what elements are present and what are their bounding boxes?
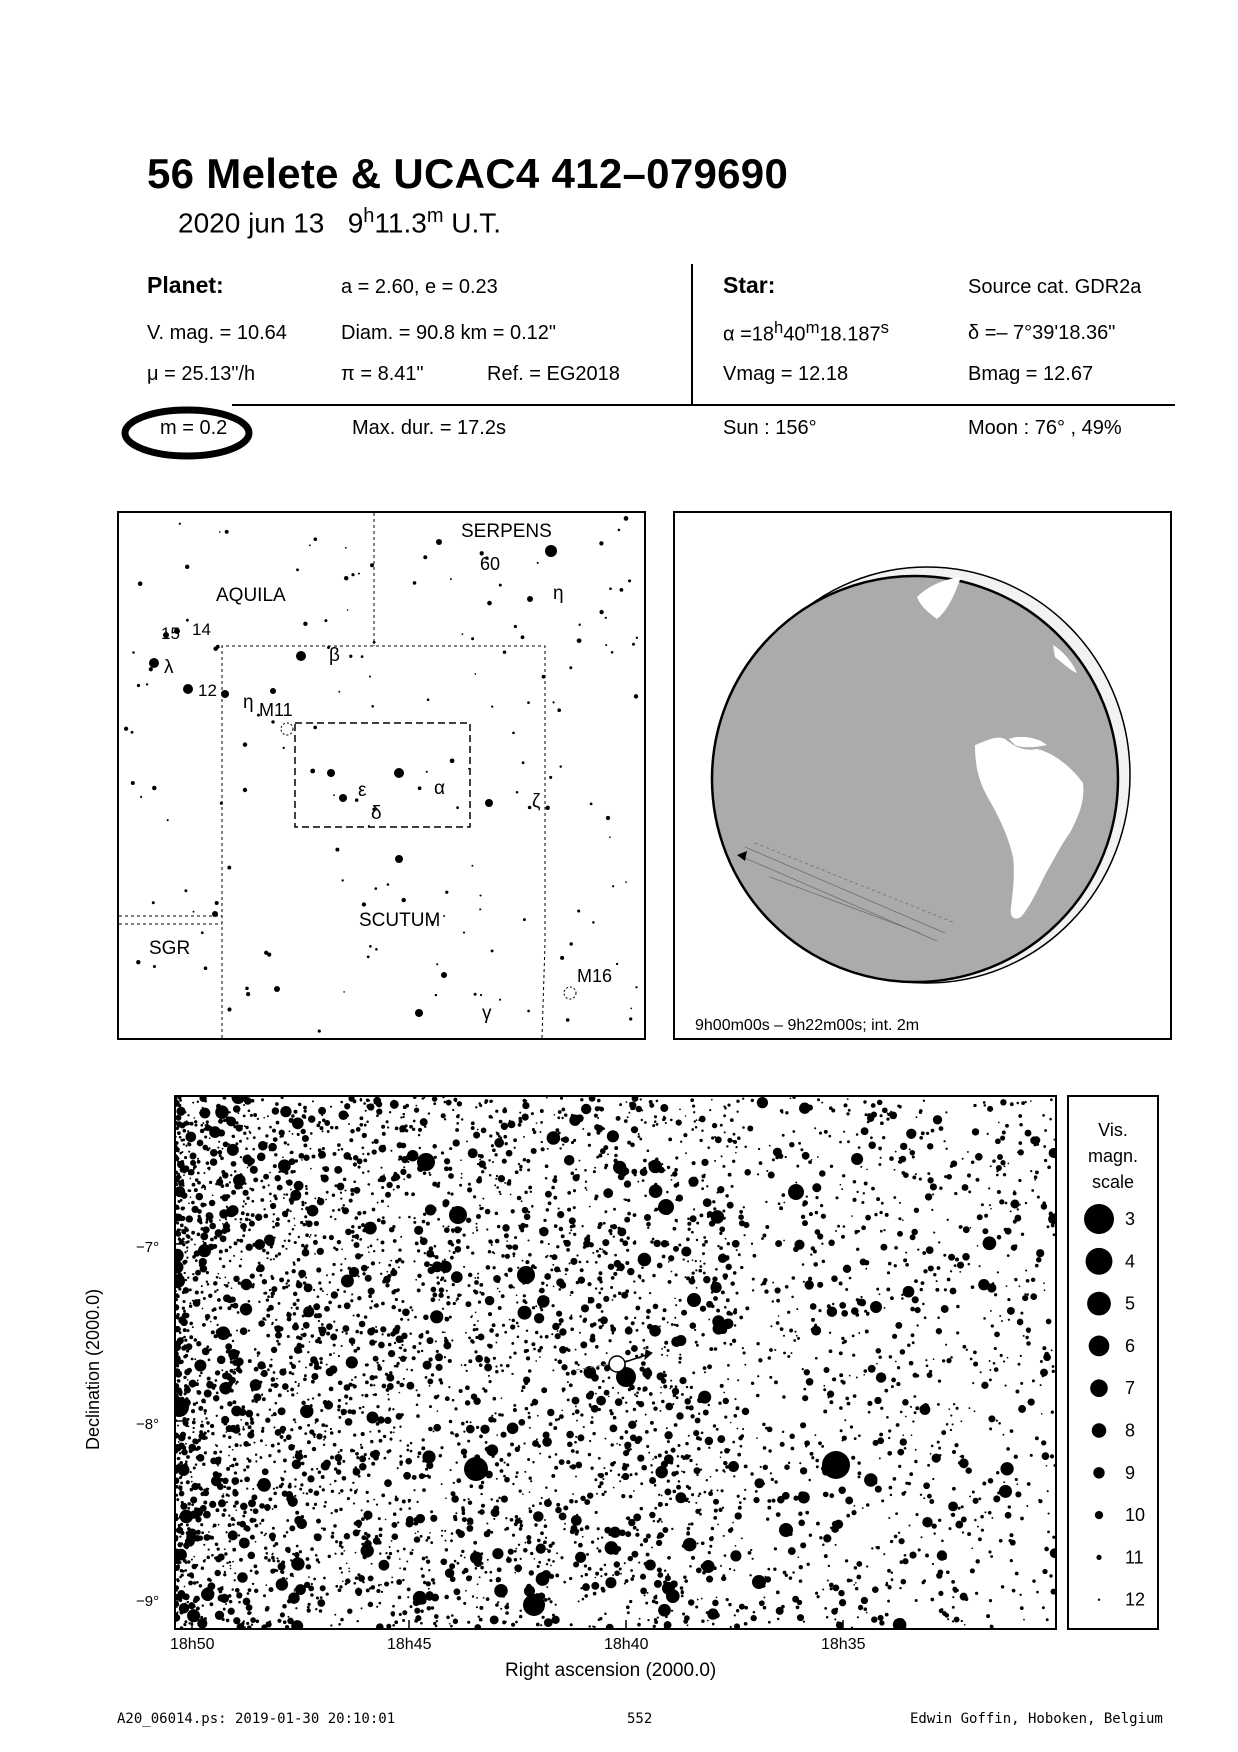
magnitude-legend	[1067, 1095, 1159, 1630]
ra-hour-unit: h	[774, 318, 784, 337]
hour-unit: h	[363, 205, 375, 227]
footer-file: A20_06014.ps: 2019-01-30 20:10:01	[117, 1711, 396, 1727]
event-datetime	[178, 205, 501, 239]
star-ra-hours: α =18	[723, 323, 775, 346]
footer-author: Edwin Goffin, Hoboken, Belgium	[910, 1711, 1163, 1727]
finder-map	[117, 511, 646, 1040]
label-12: 12	[198, 681, 217, 700]
legend-dot	[1096, 1555, 1101, 1560]
legend-dot	[1092, 1423, 1107, 1438]
label-eta-aquilae: η	[243, 692, 254, 713]
label-gamma: γ	[482, 1003, 492, 1024]
planet-heading: Planet:	[147, 272, 224, 298]
star-chart-canvas	[176, 1097, 1055, 1628]
moon-info: Moon : 76° , 49%	[968, 417, 1122, 439]
ytick-8: −8°	[136, 1416, 160, 1433]
legend-dot	[1084, 1204, 1114, 1234]
star-dec: δ =– 7°39'18.36"	[968, 322, 1116, 344]
event-title: 56 Melete & UCAC4 412–079690	[147, 150, 789, 197]
xtick-18h45: 18h45	[387, 1636, 432, 1653]
legend-label: 3	[1125, 1209, 1136, 1229]
legend-label: 8	[1125, 1420, 1136, 1441]
star-bmag: Bmag = 12.67	[968, 363, 1094, 385]
legend-dot	[1095, 1511, 1103, 1519]
legend-dot	[1089, 1336, 1110, 1357]
star-ra-seconds: 18.187	[819, 323, 881, 346]
label-lambda: λ	[164, 657, 174, 678]
planet-motion: μ = 25.13"/h	[147, 363, 256, 385]
ytick-9: −9°	[136, 1593, 160, 1610]
legend-dot	[1090, 1379, 1108, 1397]
footer-page: 552	[627, 1711, 653, 1727]
label-zeta: ζ	[532, 791, 541, 812]
legend-label: 5	[1125, 1293, 1136, 1314]
label-m11: M11	[259, 700, 293, 720]
legend-dot	[1098, 1599, 1100, 1601]
label-14: 14	[192, 620, 211, 639]
legend-label: 11	[1125, 1547, 1144, 1568]
label-alpha: α	[434, 778, 445, 799]
table-divider-horizontal	[232, 404, 1175, 406]
legend-label: 9	[1125, 1462, 1136, 1483]
star-ra-minutes: 40	[783, 323, 806, 346]
event-date: 2020 jun 13	[178, 207, 325, 239]
label-epsilon: ε	[358, 780, 367, 801]
star-heading: Star:	[723, 272, 776, 298]
label-aquila: AQUILA	[216, 585, 286, 606]
legend-labels	[1125, 1209, 1145, 1610]
sun-elongation: Sun : 156°	[723, 417, 817, 439]
legend-canvas	[1069, 1097, 1157, 1628]
label-serpens: SERPENS	[461, 521, 552, 542]
legend-label: 10	[1125, 1505, 1146, 1526]
legend-label: 4	[1125, 1251, 1136, 1272]
x-axis-label: Right ascension (2000.0)	[505, 1660, 717, 1681]
ytick-7: −7°	[136, 1239, 160, 1256]
legend-dot	[1093, 1467, 1104, 1478]
planet-parallax: π = 8.41"	[341, 363, 424, 385]
y-axis-label: Declination (2000.0)	[83, 1288, 103, 1450]
xtick-18h50: 18h50	[170, 1636, 215, 1653]
label-delta: δ	[371, 803, 382, 824]
label-m16: M16	[577, 966, 613, 986]
star-chart	[174, 1095, 1057, 1630]
label-beta: β	[329, 645, 340, 666]
legend-title-line1: Vis.	[1098, 1120, 1128, 1140]
event-time-hours: 9	[347, 207, 364, 239]
ra-minute-unit: m	[805, 318, 820, 337]
event-time-minutes: 11.3	[374, 207, 427, 239]
label-15: 15	[161, 624, 180, 643]
legend-dot	[1087, 1292, 1111, 1316]
planet-m-value: m = 0.2	[160, 417, 228, 439]
label-scutum: SCUTUM	[359, 910, 441, 931]
globe-caption: 9h00m00s – 9h22m00s; int. 2m	[695, 1017, 920, 1034]
legend-label: 7	[1125, 1378, 1136, 1399]
planet-reference: Ref. = EG2018	[487, 363, 620, 385]
legend-dot	[1086, 1248, 1113, 1275]
legend-label: 6	[1125, 1335, 1136, 1356]
star-vmag: Vmag = 12.18	[723, 363, 849, 385]
legend-title-line3: scale	[1091, 1172, 1135, 1192]
star-source: Source cat. GDR2a	[968, 276, 1142, 298]
ra-second-unit: s	[880, 318, 889, 337]
max-duration: Max. dur. = 17.2s	[352, 417, 506, 439]
table-divider-vertical	[691, 264, 693, 405]
planet-orbit: a = 2.60, e = 0.23	[341, 276, 498, 298]
planet-diameter: Diam. = 90.8 km = 0.12"	[341, 322, 556, 344]
earth-globe-canvas	[675, 513, 1170, 1038]
xtick-18h40: 18h40	[604, 1636, 649, 1653]
star-ra	[723, 318, 889, 347]
xtick-18h35: 18h35	[821, 1636, 866, 1653]
legend-title-line2: magn.	[1087, 1146, 1139, 1166]
label-60: 60	[480, 554, 501, 574]
label-eta-serpentis: η	[553, 583, 564, 604]
earth-globe-panel	[673, 511, 1172, 1040]
label-sgr: SGR	[149, 938, 191, 959]
legend-dots	[1084, 1204, 1114, 1601]
legend-label: 12	[1125, 1589, 1146, 1610]
minute-unit: m	[426, 205, 444, 227]
finder-map-canvas	[119, 513, 644, 1038]
planet-vmag: V. mag. = 10.64	[147, 322, 287, 344]
time-suffix: U.T.	[451, 207, 502, 239]
